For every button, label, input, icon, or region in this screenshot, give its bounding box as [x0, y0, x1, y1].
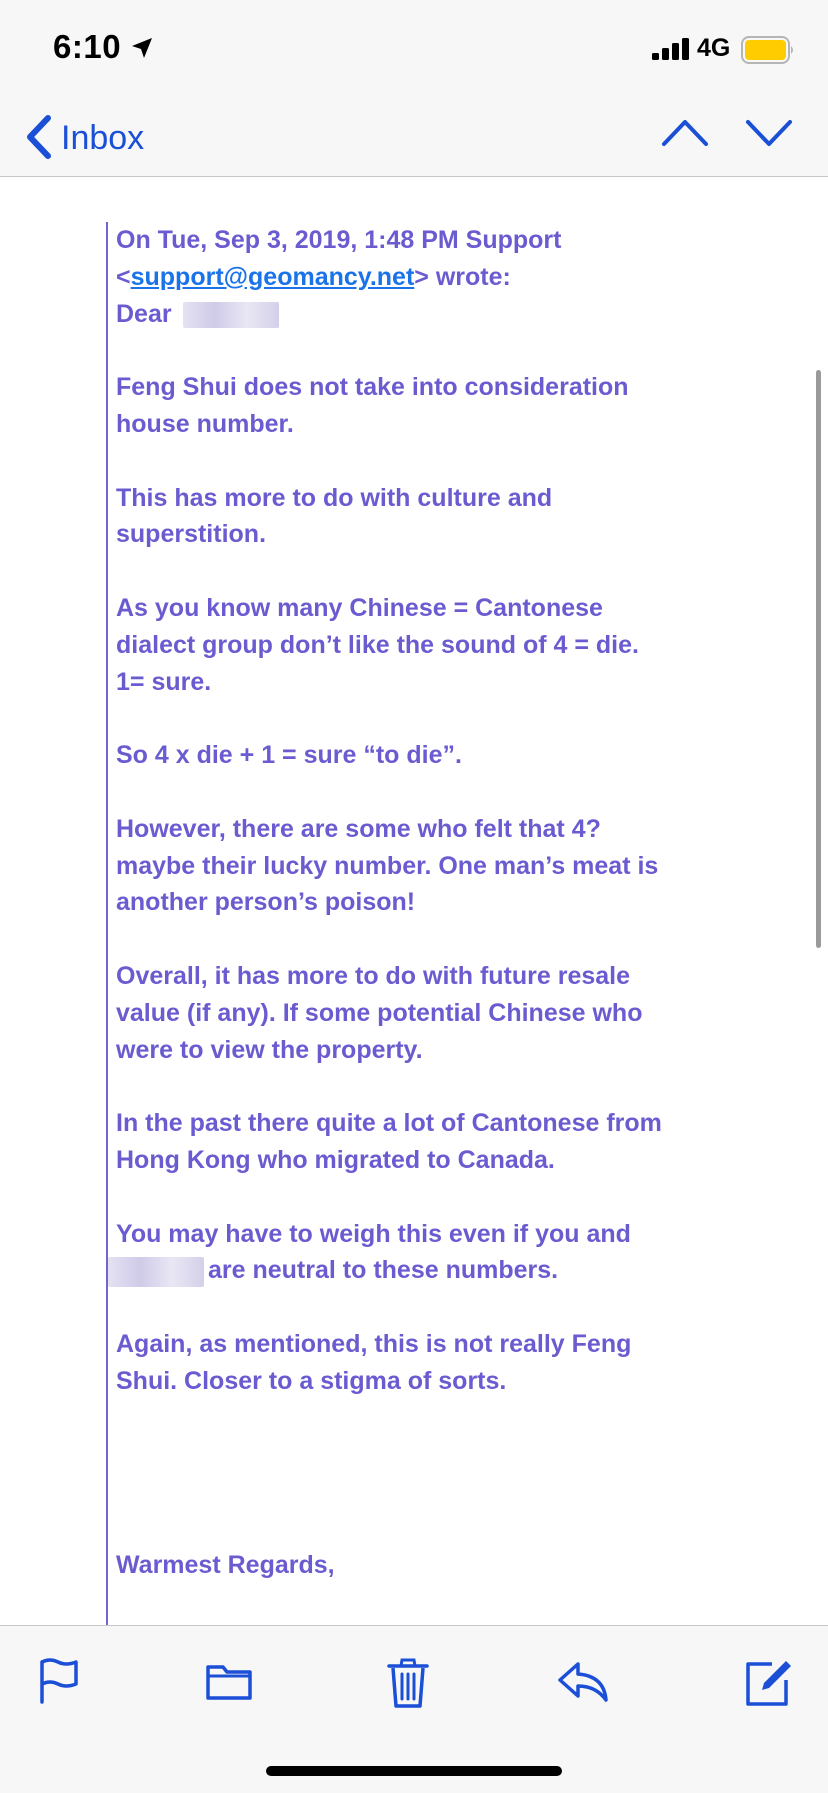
closing-line-1: Again, as mentioned, this is not really Feng [116, 1329, 632, 1358]
message-line: 1= sure. [116, 667, 212, 696]
quote-header-wrote: > wrote: [414, 262, 511, 291]
network-label: 4G [697, 34, 731, 62]
message-paragraph [116, 958, 696, 1068]
back-label: Inbox [61, 119, 145, 157]
redacted-name-2 [108, 1257, 204, 1287]
chevron-left-icon [24, 114, 54, 165]
message-line: This has more to do with culture and [116, 483, 553, 512]
status-time: 6:10 [53, 28, 122, 65]
battery-icon [741, 36, 795, 69]
message-line: So 4 x die + 1 = sure “to die”. [116, 741, 462, 770]
home-indicator[interactable] [266, 1766, 562, 1776]
weigh-line-2: are neutral to these numbers. [208, 1256, 559, 1285]
greeting [116, 296, 696, 333]
message-line: were to view the property. [116, 1035, 423, 1064]
message-paragraph [116, 590, 696, 700]
compose-icon[interactable] [744, 1656, 794, 1713]
chevron-down-icon[interactable] [744, 116, 794, 153]
paragraph-closing [116, 1326, 696, 1400]
greeting-text: Dear [116, 299, 172, 328]
back-button[interactable] [24, 108, 204, 164]
chevron-up-icon[interactable] [660, 116, 710, 153]
flag-icon[interactable] [38, 1656, 82, 1711]
sender-email-link[interactable]: support@geomancy.net [130, 262, 415, 291]
weigh-line-1: You may have to weigh this even if you and [116, 1219, 631, 1248]
signoff: Warmest Regards, [116, 1550, 335, 1579]
message-paragraph [116, 811, 696, 921]
message-line: maybe their lucky number. One man’s meat is [116, 851, 659, 880]
message-line: value (if any). If some potential Chinese who [116, 998, 643, 1027]
closing-line-2: Shui. Closer to a stigma of sorts. [116, 1366, 507, 1395]
message-paragraph [116, 1105, 696, 1179]
message-line: However, there are some who felt that 4? [116, 814, 601, 843]
scrollbar[interactable] [816, 370, 821, 948]
message-paragraph [116, 369, 696, 443]
quote-bar [106, 222, 108, 1625]
message-line: dialect group don’t like the sound of 4 = die. [116, 630, 639, 659]
folder-icon[interactable] [205, 1656, 253, 1711]
quote-header-prefix: On Tue, Sep 3, 2019, 1:48 PM Support [116, 226, 562, 254]
reply-icon[interactable] [556, 1656, 610, 1711]
message-paragraph [116, 480, 696, 554]
message-line: Feng Shui does not take into consideration [116, 373, 629, 402]
signal-bars-icon [652, 38, 692, 65]
status-bar [0, 0, 828, 96]
message-line: In the past there quite a lot of Cantonese from [116, 1109, 662, 1138]
quoted-message [116, 222, 696, 1583]
message-line: As you know many Chinese = Cantonese [116, 593, 603, 622]
redacted-name [183, 302, 279, 328]
message-line: another person’s poison! [116, 888, 416, 917]
message-line: superstition. [116, 520, 267, 549]
trash-icon[interactable] [386, 1656, 430, 1715]
paragraph-weigh [116, 1216, 696, 1290]
message-line: Hong Kong who migrated to Canada. [116, 1145, 555, 1174]
quote-header-lt: < [116, 262, 131, 291]
location-arrow-icon [130, 36, 154, 65]
message-line: house number. [116, 409, 294, 438]
message-line: Overall, it has more to do with future resale [116, 961, 631, 990]
quote-header [116, 222, 696, 296]
message-paragraphs [116, 369, 696, 1215]
cutoff-previous-line [120, 162, 260, 180]
message-paragraph [116, 737, 696, 774]
